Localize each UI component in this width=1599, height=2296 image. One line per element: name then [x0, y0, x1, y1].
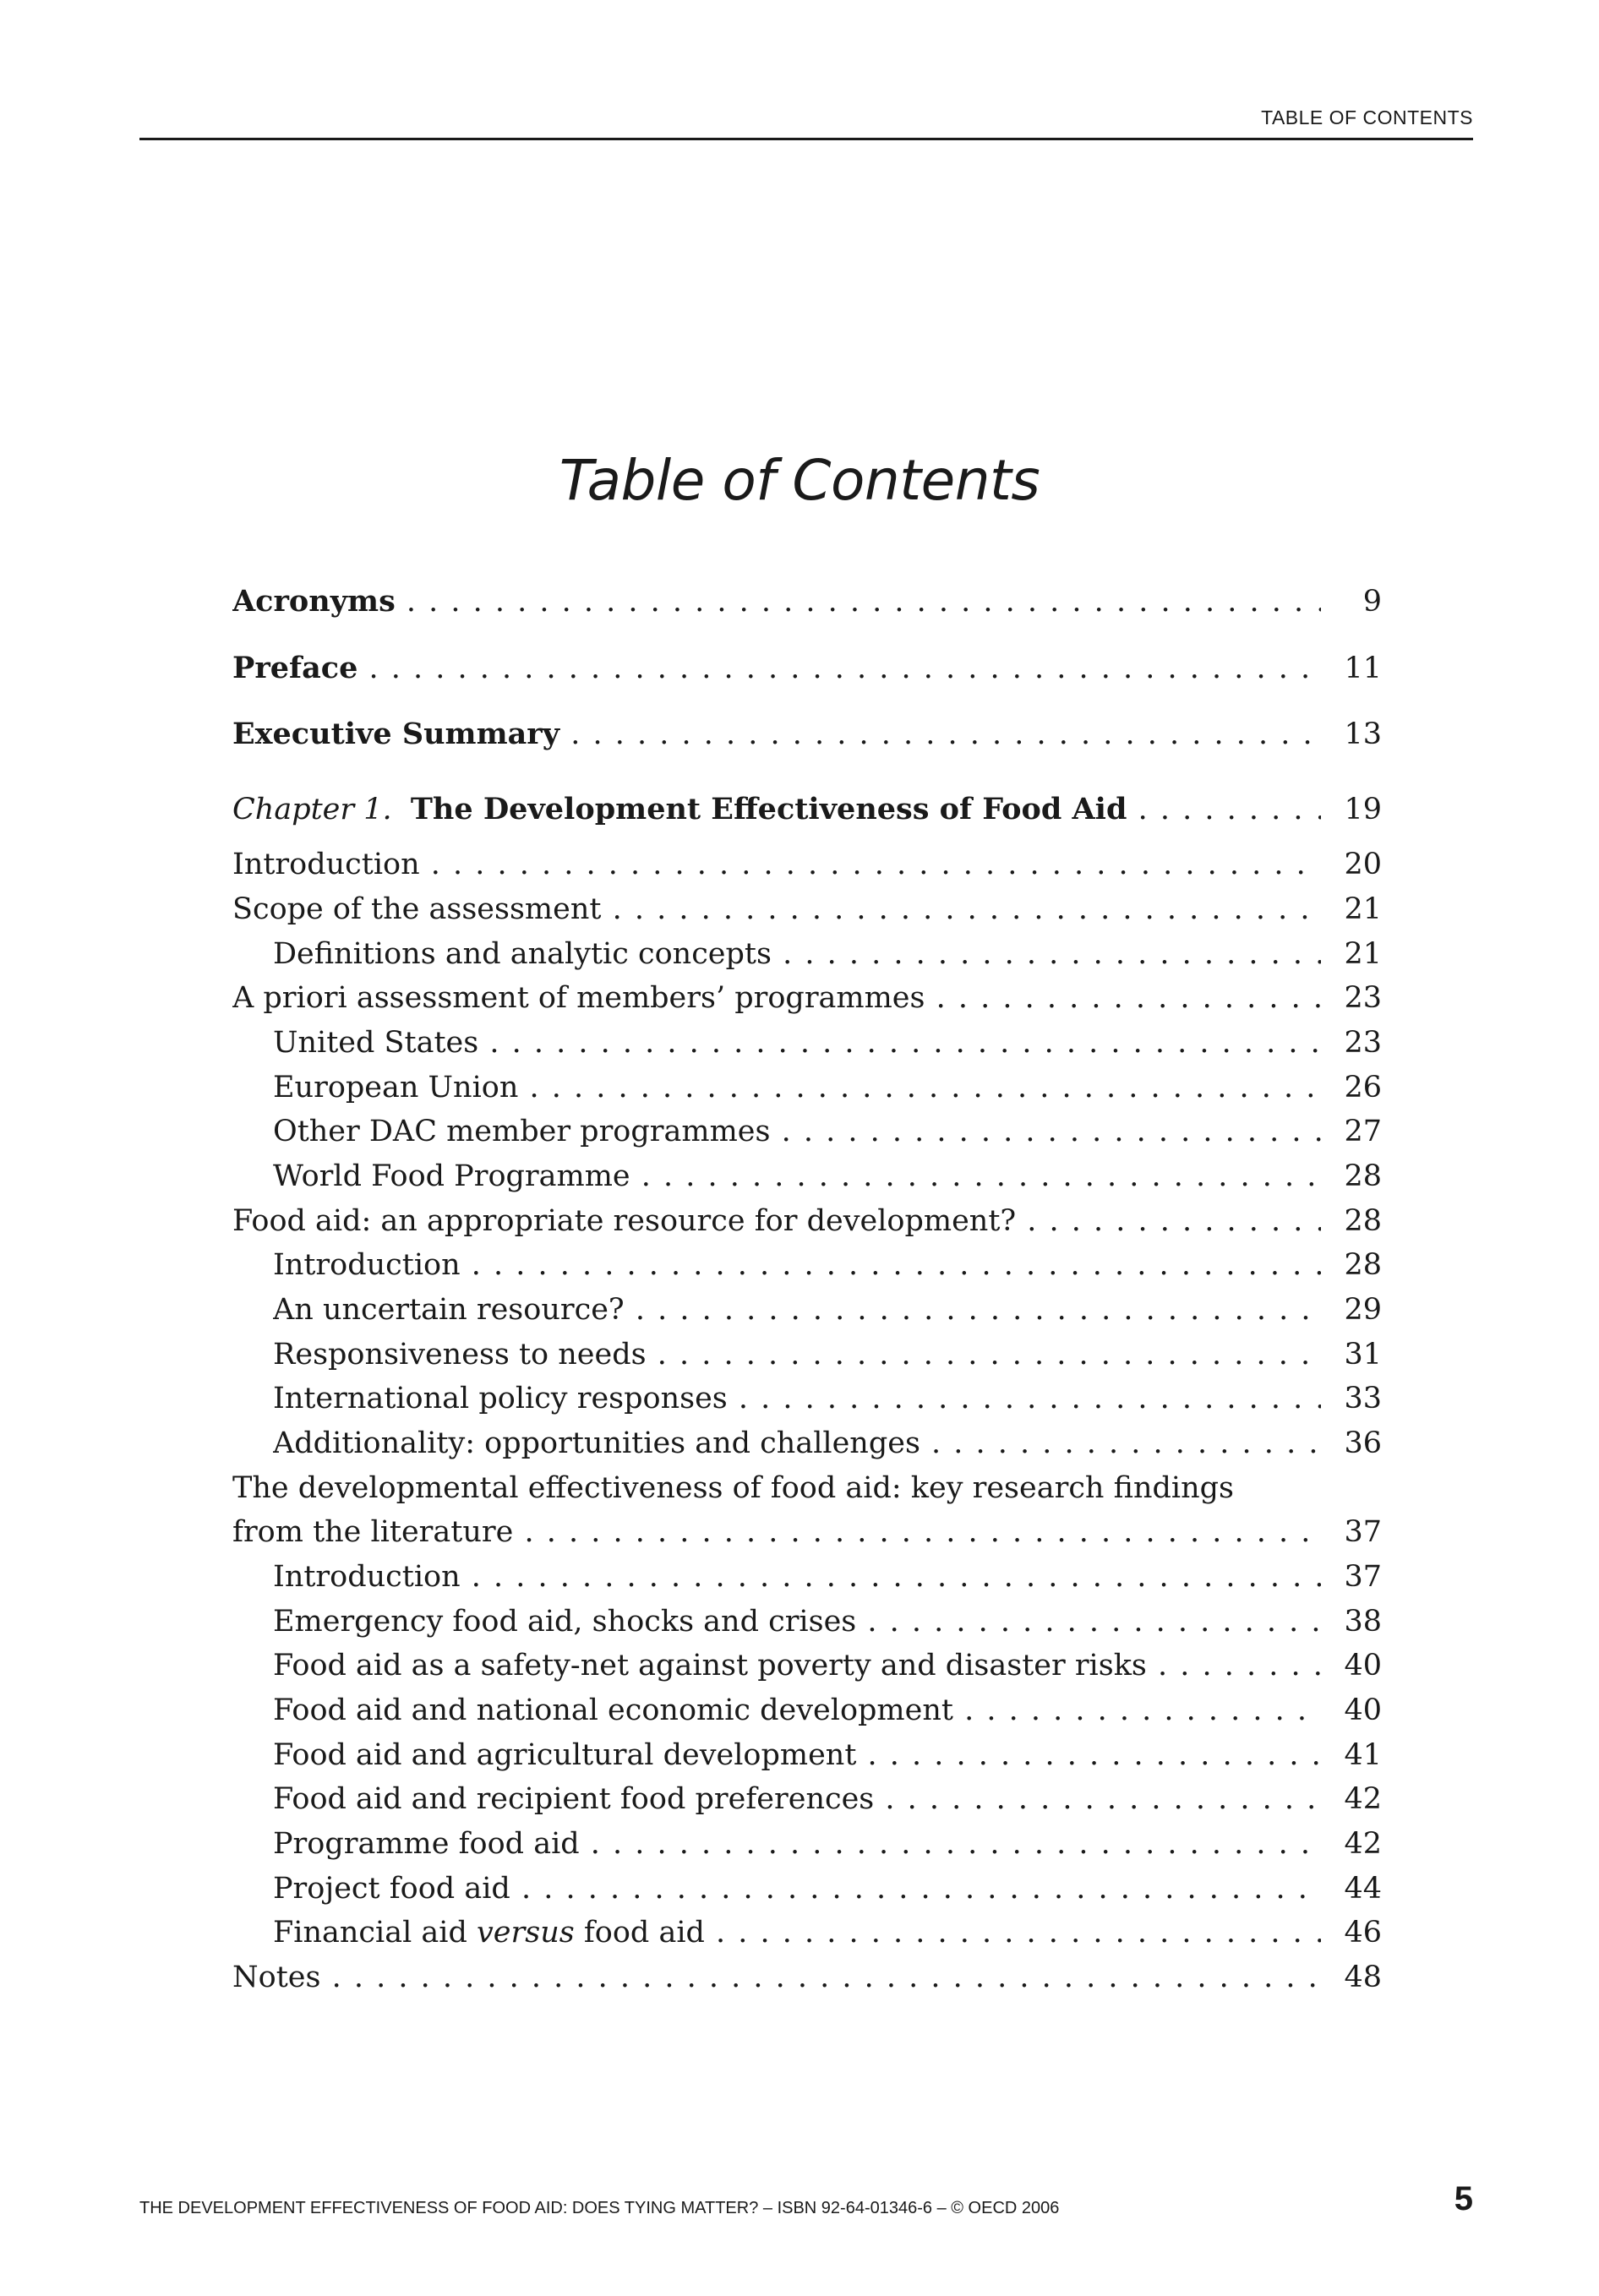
- toc-page-number: 21: [1344, 892, 1382, 926]
- toc-entry-label: Introduction: [232, 848, 420, 881]
- toc-entry[interactable]: [232, 1377, 1382, 1421]
- toc-entry-label: Scope of the assessment: [232, 892, 602, 926]
- toc-entry[interactable]: [232, 887, 1382, 931]
- toc-entry-label: International policy responses: [273, 1382, 728, 1415]
- toc-entry-label: Acronyms: [232, 584, 396, 619]
- toc-entry-label: Other DAC member programmes: [273, 1115, 771, 1148]
- toc-entry[interactable]: [232, 1333, 1382, 1377]
- toc-page-number: 44: [1344, 1872, 1382, 1906]
- toc-entry[interactable]: [232, 843, 1382, 886]
- toc-entry[interactable]: [232, 932, 1382, 976]
- toc-entry-label: Food aid and national economic development: [273, 1693, 953, 1727]
- toc-entry-label: Food aid and agricultural development: [273, 1738, 857, 1772]
- toc-entry[interactable]: [232, 1955, 1382, 1999]
- toc-entry-label: European Union: [273, 1071, 519, 1104]
- toc-page-number: 41: [1344, 1738, 1382, 1772]
- toc-entry-label: Programme food aid: [273, 1827, 580, 1861]
- toc-entry-label: Executive Summary: [232, 717, 560, 751]
- toc-entry-label: The developmental effectiveness of food aid: key research findings: [232, 1471, 1234, 1505]
- toc-page-number: 37: [1344, 1560, 1382, 1594]
- toc-entry-label-post: food aid: [574, 1916, 705, 1950]
- toc-page-number: 28: [1344, 1204, 1382, 1238]
- toc-entry[interactable]: [232, 1600, 1382, 1644]
- toc-page-number: 13: [1344, 717, 1382, 751]
- toc-entry-label: World Food Programme: [273, 1159, 630, 1193]
- toc-page-number: 33: [1344, 1382, 1382, 1415]
- toc-entry[interactable]: [232, 1421, 1382, 1465]
- toc-page-number: 27: [1344, 1115, 1382, 1148]
- toc-entry[interactable]: [232, 1243, 1382, 1287]
- toc-entry[interactable]: [232, 1288, 1382, 1332]
- toc-page-number: 20: [1344, 848, 1382, 881]
- toc-page-number: 31: [1344, 1338, 1382, 1372]
- toc-page-number: 23: [1344, 1026, 1382, 1060]
- toc-page-number: 26: [1344, 1071, 1382, 1104]
- toc-entry[interactable]: [232, 1911, 1382, 1955]
- toc-entry-label: Notes: [232, 1961, 321, 1994]
- toc-chapter-1[interactable]: [232, 788, 1382, 832]
- header-rule: [139, 138, 1473, 140]
- toc-page-number: 29: [1344, 1293, 1382, 1327]
- toc-entry[interactable]: [232, 976, 1382, 1020]
- toc-entry[interactable]: [232, 1867, 1382, 1911]
- toc-page-number: 28: [1344, 1248, 1382, 1282]
- page-number: 5: [1454, 2180, 1473, 2217]
- toc-entry[interactable]: [232, 1644, 1382, 1688]
- toc-page-number: 21: [1344, 937, 1382, 971]
- toc-entry[interactable]: [232, 1154, 1382, 1198]
- toc-entry-label: An uncertain resource?: [273, 1293, 625, 1327]
- toc-entry-label: Responsiveness to needs: [273, 1338, 647, 1372]
- toc-page-number: 11: [1344, 652, 1382, 685]
- toc-page-number: 37: [1344, 1515, 1382, 1549]
- toc-page-number: 9: [1362, 585, 1382, 619]
- toc-entry[interactable]: [232, 1510, 1382, 1554]
- toc-entry-label: Project food aid: [273, 1872, 510, 1906]
- page-footer: THE DEVELOPMENT EFFECTIVENESS OF FOOD AID: DOES TYING MATTER? – ISBN 92-64-01346-6 – © OECD 2006: [139, 2199, 1060, 2217]
- toc-entry[interactable]: [232, 1199, 1382, 1243]
- toc-page-number: 42: [1344, 1827, 1382, 1861]
- toc-entry-label: from the literature: [232, 1515, 514, 1549]
- toc-entry-label-emphasis: versus: [477, 1916, 575, 1950]
- toc-entry-label: Emergency food aid, shocks and crises: [273, 1605, 857, 1639]
- toc-entry[interactable]: [232, 1733, 1382, 1777]
- chapter-title: The Development Effectiveness of Food Aid: [410, 792, 1127, 826]
- toc-entry-label: Definitions and analytic concepts: [273, 937, 772, 971]
- toc-page-number: 38: [1344, 1605, 1382, 1639]
- toc-entry-label: Food aid: an appropriate resource for development?: [232, 1204, 1017, 1238]
- toc-page-number: 36: [1344, 1426, 1382, 1460]
- toc-entry[interactable]: [232, 1555, 1382, 1599]
- toc-entry-acronyms[interactable]: [232, 580, 1382, 624]
- toc-entry[interactable]: [232, 1822, 1382, 1866]
- toc-entry-label: Additionality: opportunities and challenges: [273, 1426, 920, 1460]
- toc-entry-label: Introduction: [273, 1560, 461, 1594]
- toc-page-number: 48: [1344, 1961, 1382, 1994]
- running-header: TABLE OF CONTENTS: [1261, 106, 1473, 128]
- toc-page-number: 42: [1344, 1782, 1382, 1816]
- toc-page-number: 23: [1344, 981, 1382, 1015]
- toc-page-number: 28: [1344, 1159, 1382, 1193]
- toc-entry[interactable]: [232, 1466, 1382, 1510]
- toc-entry[interactable]: [232, 1110, 1382, 1153]
- toc-entry-label: United States: [273, 1026, 479, 1060]
- toc-entry[interactable]: [232, 1066, 1382, 1110]
- toc-entry[interactable]: [232, 1021, 1382, 1065]
- toc-entry-label: A priori assessment of members’ programmes: [232, 981, 925, 1015]
- page-title: Table of Contents: [559, 448, 1040, 513]
- toc-page-number: 46: [1344, 1916, 1382, 1950]
- toc-entry-label: Food aid as a safety-net against poverty and disaster risks: [273, 1649, 1147, 1682]
- toc-page-number: 40: [1344, 1649, 1382, 1682]
- toc-entry[interactable]: [232, 1688, 1382, 1732]
- toc-page-number: 19: [1344, 793, 1382, 826]
- chapter-label: Chapter 1.: [232, 793, 392, 826]
- toc-entry-executive-summary[interactable]: [232, 712, 1382, 756]
- toc-entry-label: Preface: [232, 651, 358, 685]
- toc-entry-label: Food aid and recipient food preferences: [273, 1782, 875, 1816]
- toc-entry-label-pre: Financial aid: [273, 1916, 478, 1950]
- toc-entry[interactable]: [232, 1777, 1382, 1821]
- toc-entry-preface[interactable]: [232, 646, 1382, 690]
- toc-page-number: 40: [1344, 1693, 1382, 1727]
- toc-entry-label: Introduction: [273, 1248, 461, 1282]
